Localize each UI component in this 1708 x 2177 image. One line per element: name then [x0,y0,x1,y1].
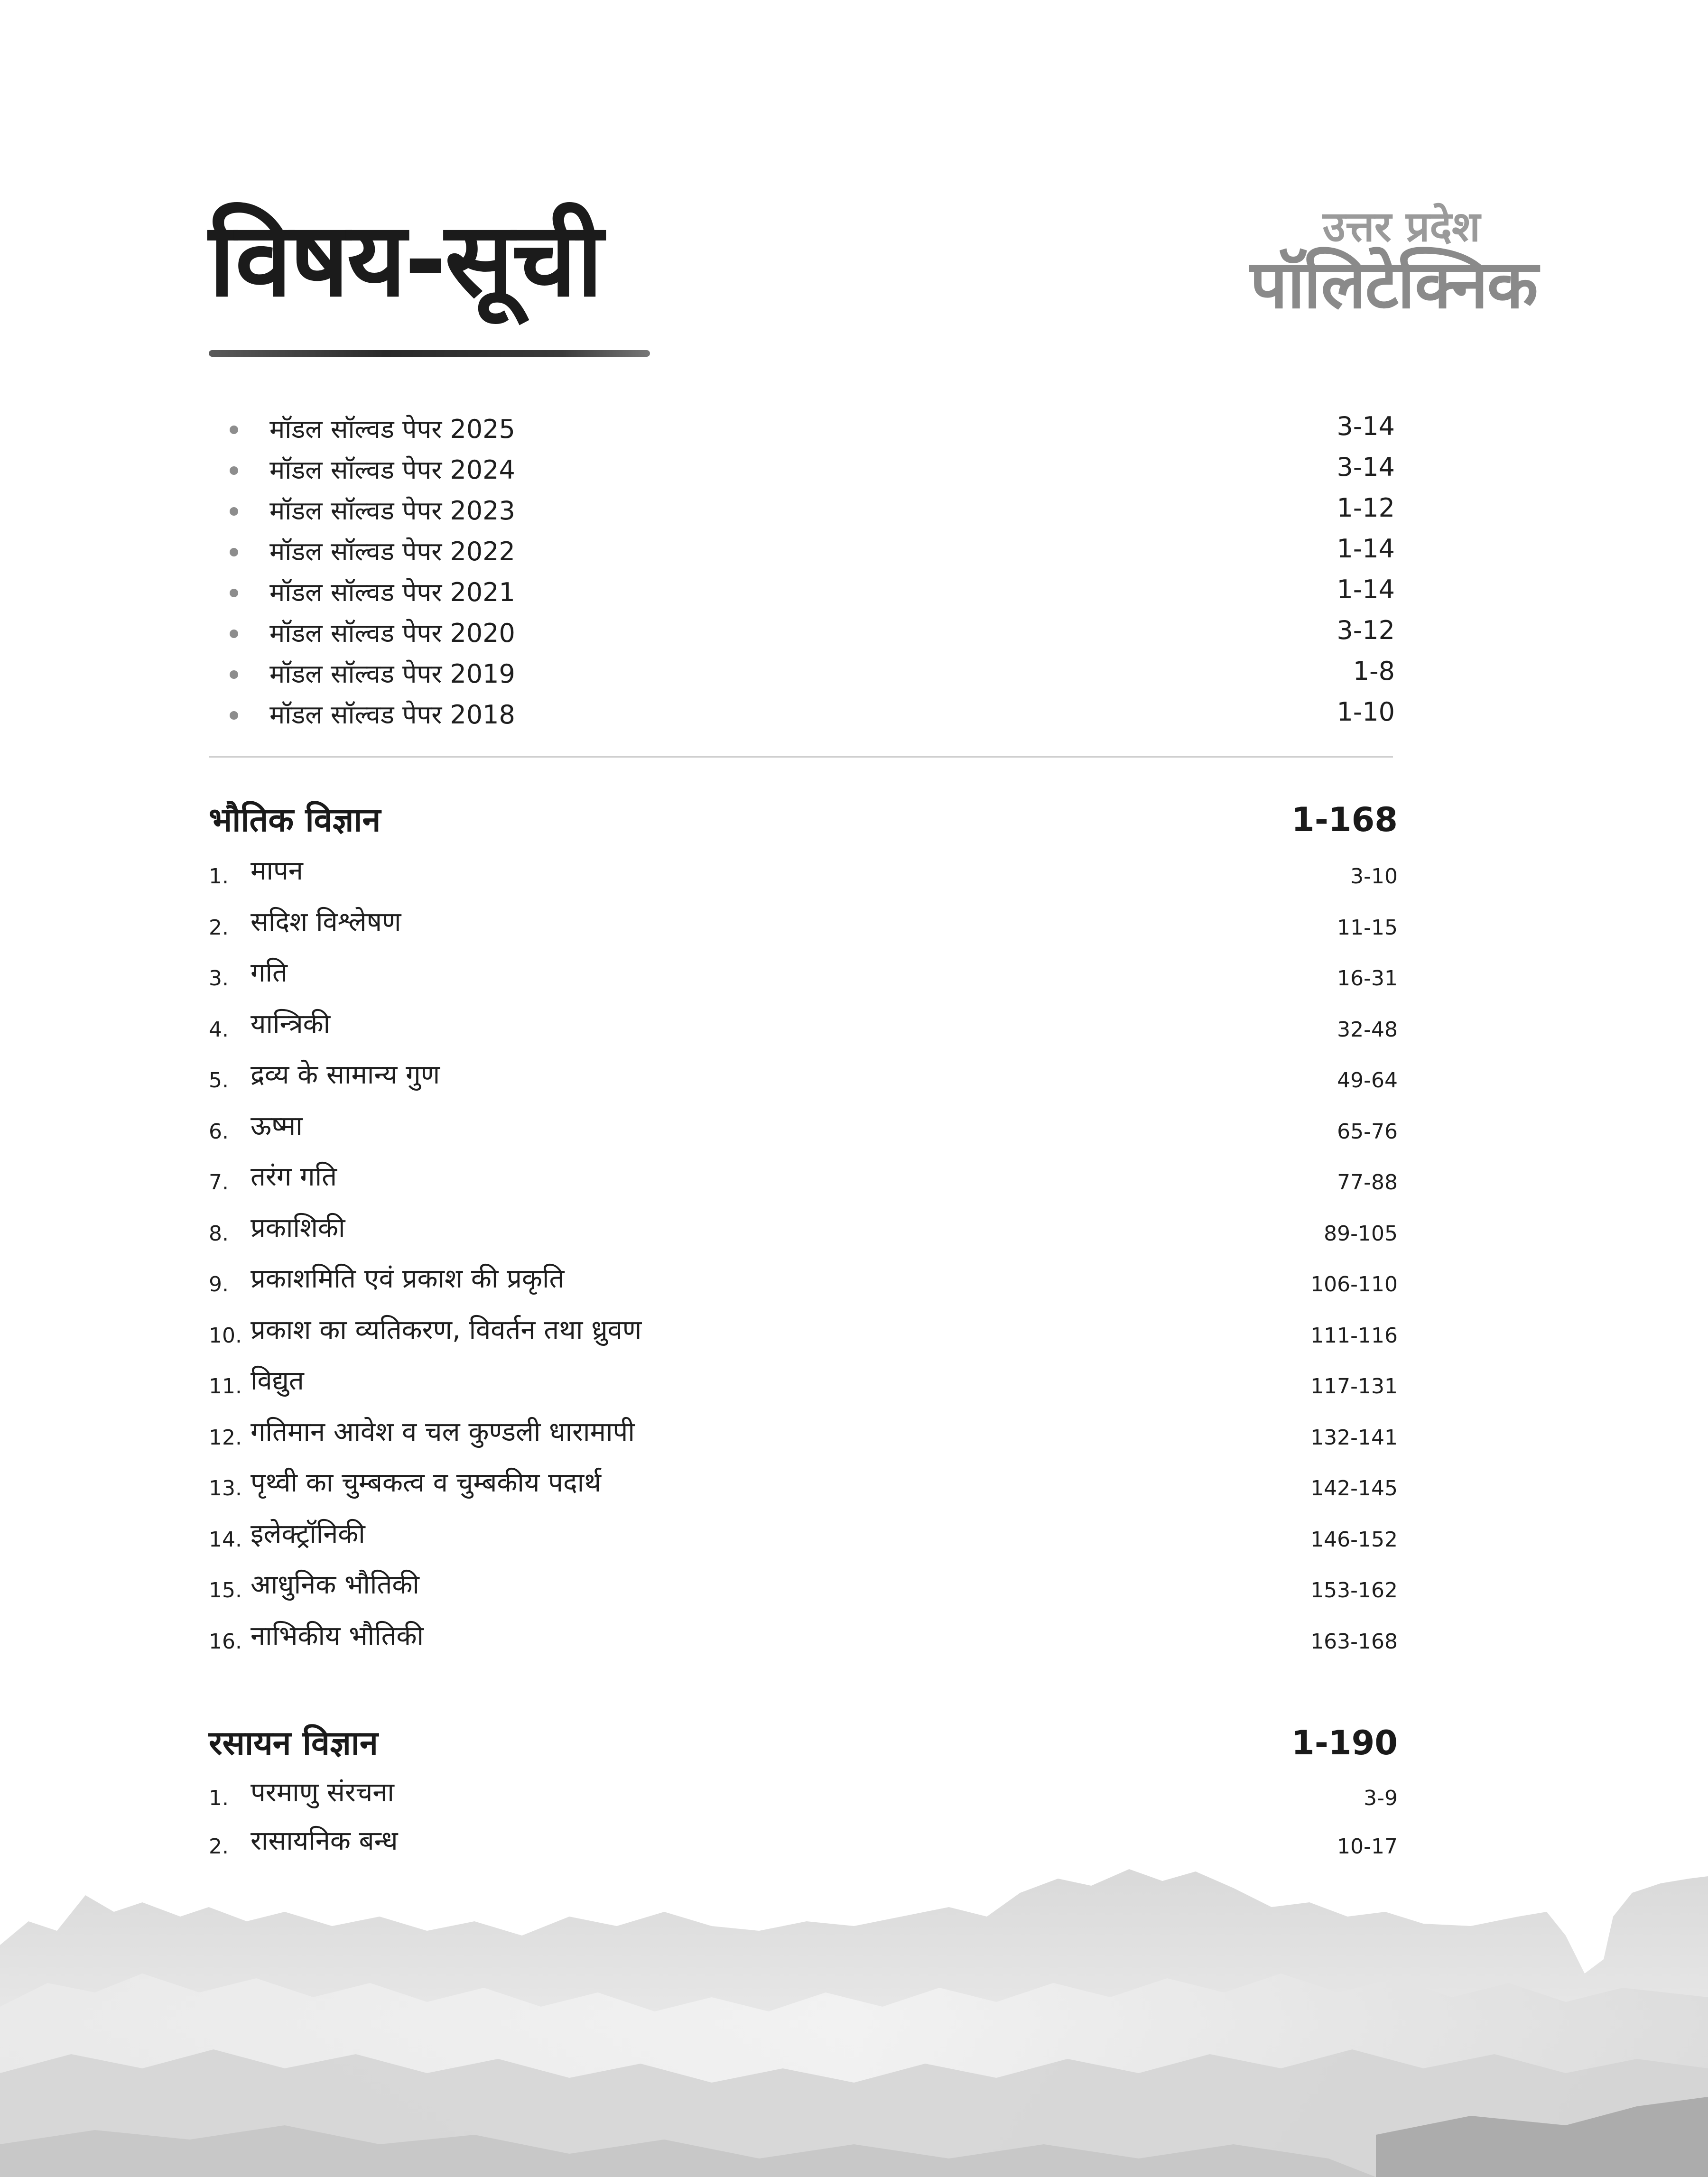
chapter-item[interactable] [209,1205,1398,1257]
chapter-pages: 49-64 [1337,1068,1398,1093]
model-paper-label: मॉडल सॉल्वड पेपर 2019 [269,659,515,689]
model-paper-label: मॉडल सॉल्वड पेपर 2024 [269,455,515,485]
chapter-number: 6. [209,1119,229,1144]
mountain-background-illustration [0,1850,1708,2177]
chapter-name: प्रकाशिकी [251,1212,345,1243]
chapter-pages: 146-152 [1310,1527,1398,1552]
chapter-number: 2. [209,1834,229,1859]
page-title: विषय-सूची [209,200,601,319]
chapter-pages: 111-116 [1310,1323,1398,1348]
chapter-name: यान्त्रिकी [251,1008,331,1039]
chapter-name: विद्युत [251,1365,304,1396]
chapter-name: तरंग गति [251,1161,337,1192]
bullet-icon [230,670,238,679]
chapter-pages: 153-162 [1310,1578,1398,1603]
model-paper-item[interactable] [228,491,1395,531]
chapter-number: 12. [209,1425,242,1450]
chapter-name: आधुनिक भौतिकी [251,1569,419,1600]
brand-line-1: उत्तर प्रदेश [1322,202,1480,251]
chapter-pages: 106-110 [1310,1272,1398,1297]
chapter-item[interactable] [209,848,1398,899]
chapter-name: नाभिकीय भौतिकी [251,1620,424,1651]
model-paper-label: मॉडल सॉल्वड पेपर 2018 [269,700,515,730]
section-title: भौतिक विज्ञान [209,800,381,839]
brand-logo [1250,202,1537,324]
model-papers-list [228,409,1395,735]
bullet-icon [230,466,238,475]
chapter-name: इलेक्ट्रॉनिकी [251,1518,365,1549]
model-paper-pages: 3-14 [1337,452,1395,482]
chapter-number: 5. [209,1068,229,1093]
chapter-item[interactable] [209,1562,1398,1613]
chapter-number: 11. [209,1374,242,1399]
physics-section [209,791,1398,1664]
model-paper-pages: 1-12 [1337,493,1395,523]
chapter-number: 10. [209,1323,242,1348]
model-paper-item[interactable] [228,409,1395,450]
chapter-name: सदिश विश्लेषण [251,906,401,937]
chapter-item[interactable] [209,1052,1398,1103]
model-paper-item[interactable] [228,695,1395,735]
section-pages: 1-168 [1291,800,1398,839]
brand-line-2: पॉलिटेक्निक [1250,246,1537,324]
chapter-item[interactable] [209,1613,1398,1665]
bullet-icon [230,507,238,516]
chapter-name: ऊष्मा [251,1110,303,1141]
section-heading[interactable] [209,1714,1398,1771]
chapter-number: 15. [209,1578,242,1603]
chapter-item[interactable] [209,1771,1398,1820]
chapter-item[interactable] [209,1460,1398,1511]
section-title: रसायन विज्ञान [209,1723,378,1762]
model-paper-pages: 3-14 [1337,411,1395,441]
chapter-pages: 77-88 [1337,1170,1398,1195]
chapter-number: 13. [209,1476,242,1501]
chapter-number: 9. [209,1272,229,1297]
chapter-item[interactable] [209,1409,1398,1461]
chapter-pages: 65-76 [1337,1119,1398,1144]
chapter-name: द्रव्य के सामान्य गुण [251,1059,440,1090]
model-paper-pages: 1-10 [1337,697,1395,727]
chapter-pages: 132-141 [1310,1425,1398,1450]
chapter-name: रासायनिक बन्ध [251,1825,398,1856]
model-paper-pages: 1-14 [1337,574,1395,604]
chapter-item[interactable] [209,1511,1398,1563]
chapter-name: गतिमान आवेश व चल कुण्डली धारामापी [251,1416,635,1447]
chapter-item[interactable] [209,1358,1398,1409]
chapter-item[interactable] [209,899,1398,951]
chapter-number: 1. [209,1786,229,1810]
bullet-icon [230,548,238,556]
chapter-number: 16. [209,1629,242,1654]
bullet-icon [230,630,238,638]
chapter-pages: 10-17 [1337,1834,1398,1859]
model-paper-label: मॉडल सॉल्वड पेपर 2020 [269,618,515,648]
chapter-list [209,848,1398,1664]
model-paper-item[interactable] [228,654,1395,695]
chapter-pages: 3-9 [1364,1786,1398,1810]
model-paper-pages: 1-14 [1337,534,1395,564]
model-paper-item[interactable] [228,450,1395,491]
chapter-pages: 142-145 [1310,1476,1398,1501]
chapter-item[interactable] [209,1256,1398,1307]
chapter-number: 8. [209,1221,229,1246]
chapter-number: 4. [209,1017,229,1042]
title-underline [209,350,650,357]
model-paper-label: मॉडल सॉल्वड पेपर 2022 [269,537,515,566]
chapter-pages: 16-31 [1337,966,1398,991]
bullet-icon [230,426,238,434]
chapter-pages: 3-10 [1350,864,1398,889]
chemistry-section [209,1714,1398,1868]
chapter-item[interactable] [209,1001,1398,1053]
chapter-number: 1. [209,864,229,889]
chapter-name: पृथ्वी का चुम्बकत्व व चुम्बकीय पदार्थ [251,1467,601,1498]
chapter-item[interactable] [209,1154,1398,1205]
chapter-pages: 11-15 [1337,915,1398,940]
bullet-icon [230,711,238,720]
model-paper-item[interactable] [228,572,1395,613]
chapter-item[interactable] [209,950,1398,1001]
model-paper-label: मॉडल सॉल्वड पेपर 2021 [269,577,515,607]
chapter-number: 3. [209,966,229,991]
chapter-pages: 117-131 [1310,1374,1398,1399]
section-pages: 1-190 [1291,1723,1398,1762]
model-paper-pages: 1-8 [1353,656,1395,686]
model-paper-item[interactable] [228,531,1395,572]
chapter-name: मापन [251,855,303,886]
chapter-number: 7. [209,1170,229,1195]
model-paper-label: मॉडल सॉल्वड पेपर 2023 [269,496,515,526]
chapter-pages: 163-168 [1310,1629,1398,1654]
model-paper-pages: 3-12 [1337,615,1395,645]
chapter-name: गति [251,957,288,988]
chapter-item[interactable] [209,1307,1398,1359]
section-heading[interactable] [209,791,1398,848]
bullet-icon [230,589,238,597]
chapter-name: प्रकाशमिति एवं प्रकाश की प्रकृति [251,1263,565,1294]
model-paper-label: मॉडल सॉल्वड पेपर 2025 [269,414,515,444]
chapter-number: 14. [209,1527,242,1552]
chapter-item[interactable] [209,1103,1398,1155]
chapter-pages: 89-105 [1324,1221,1398,1246]
chapter-pages: 32-48 [1337,1017,1398,1042]
chapter-name: परमाणु संरचना [251,1777,394,1808]
chapter-name: प्रकाश का व्यतिकरण, विवर्तन तथा ध्रुवण [251,1314,642,1345]
section-divider [209,756,1393,758]
chapter-number: 2. [209,915,229,940]
model-paper-item[interactable] [228,613,1395,654]
